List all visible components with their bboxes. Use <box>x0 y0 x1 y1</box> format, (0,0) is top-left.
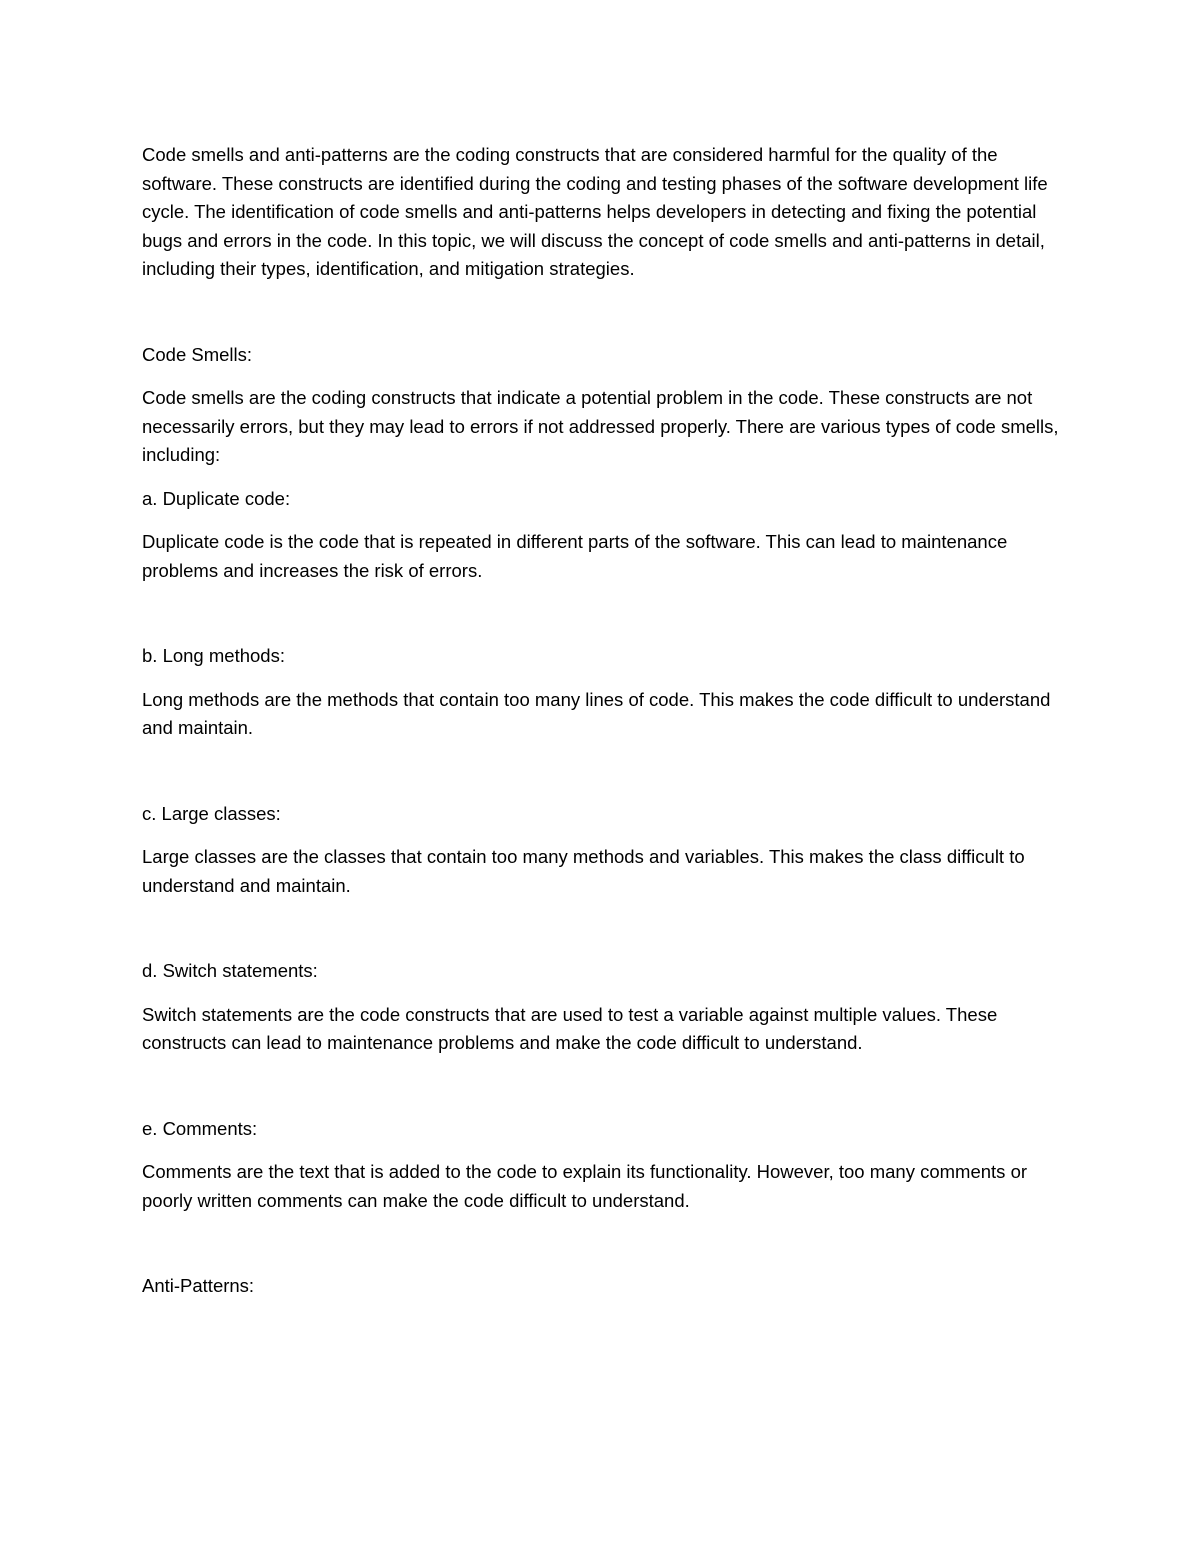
large-classes-paragraph: Large classes are the classes that contain too many methods and variables. This makes the class difficult to understand and maintain. <box>142 846 1025 896</box>
code-smells-heading: Code Smells: <box>142 343 253 365</box>
document-body <box>142 141 1062 1316</box>
comments-paragraph: Comments are the text that is added to the code to explain its functionality. However, too many comments or poorly written comments can make the code difficult to understand. <box>142 1161 1028 1211</box>
switch-statements-heading: d. Switch statements: <box>142 960 318 981</box>
duplicate-code-heading: a. Duplicate code: <box>142 487 291 509</box>
code-smells-intro-paragraph: Code smells are the coding constructs that indicate a potential problem in the code. These constructs are not necessarily errors, but they may lead to errors if not addressed properly. There are various types of code smells, including: <box>142 387 1059 465</box>
large-classes-heading: c. Large classes: <box>142 802 281 824</box>
switch-statements-paragraph: Switch statements are the code constructs that are used to test a variable against multiple values. These constructs can lead to maintenance problems and make the code difficult to understand. <box>142 1003 998 1053</box>
long-methods-paragraph: Long methods are the methods that contain too many lines of code. This makes the code difficult to understand and maintain. <box>142 688 1051 738</box>
anti-patterns-heading: Anti-Patterns: <box>142 1275 255 1296</box>
long-methods-heading: b. Long methods: <box>142 645 285 666</box>
comments-heading: e. Comments: <box>142 1117 258 1139</box>
duplicate-code-paragraph: Duplicate code is the code that is repeated in different parts of the software. This can lead to maintenance problems and increases the risk of errors. <box>142 531 1008 581</box>
intro-paragraph: Code smells and anti-patterns are the coding constructs that are considered harmful for the quality of the software. These constructs are identified during the coding and testing phases of the software development life cycle. The identification of code smells and anti-patterns helps developers in detecting and fixing the potential bugs and errors in the code. In this topic, we will discuss the concept of code smells and anti-patterns in detail, including their types, identification, and mitigation strategies. <box>142 144 1048 279</box>
